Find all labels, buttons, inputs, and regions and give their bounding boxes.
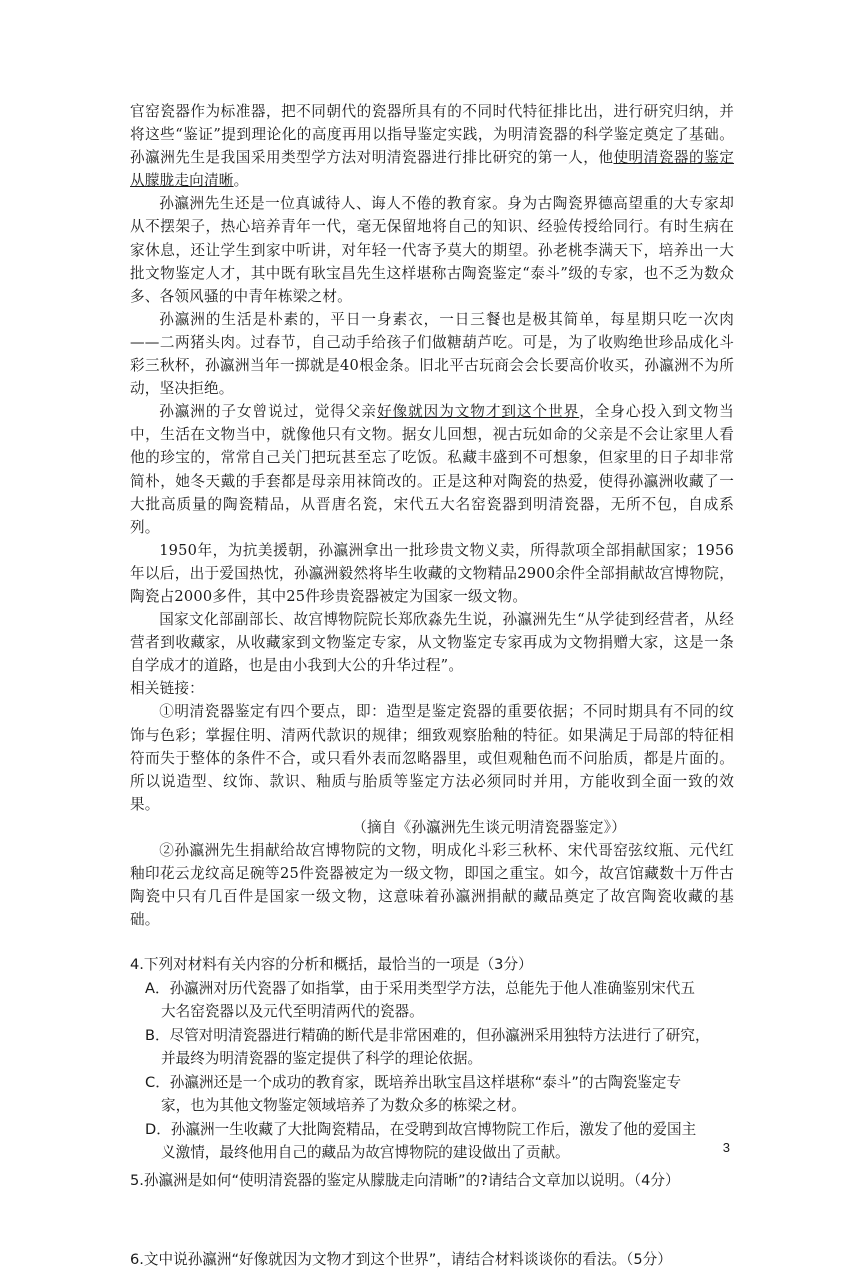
document-page xyxy=(130,100,734,1272)
related-link-2: ②孙瀛洲先生捐献给故宫博物院的文物，明成化斗彩三秋杯、宋代哥窑弦纹瓶、元代红釉印花云龙纹高足碗等25件瓷器被定为一级文物，即国之重宝。如今，故宫馆藏数十万件古陶瓷中只有几百件是国家一级文物，这意味着孙瀛洲捐献的藏品奠定了故宫陶瓷收藏的基础。 xyxy=(130,842,734,929)
option-b-line2: 并最终为明清瓷器的鉴定提供了科学的理论依据。 xyxy=(161,1050,483,1068)
option-a-line2: 大名窑瓷器以及元代至明清两代的瓷器。 xyxy=(161,1003,424,1021)
passage-paragraph-4 xyxy=(130,400,734,539)
option-b-line1: B．尽管对明清瓷器进行精确的断代是非常困难的，但孙瀛洲采用独特方法进行了研究， xyxy=(145,1026,710,1044)
question-4-option-c xyxy=(130,1071,734,1118)
passage-paragraph-3: 孙瀛洲的生活是朴素的，平日一身素衣，一日三餐也是极其简单，每星期只吃一次肉——二两猪头肉。过春节，自己动手给孩子们做糖葫芦吃。可是，为了收购绝世珍品成化斗彩三秋杯，孙瀛洲当年一掷就是40根金条。旧北平古玩商会会长要高价收买，孙瀛洲不为所动，坚决拒绝。 xyxy=(130,310,734,398)
para1-text-a: 官窑瓷器作为标准器，把不同朝代的瓷器所具有的不同时代特征排比出，进行研究归纳，并将这些“鉴证”提到理论化的高度再用以指导鉴定实践，为明清瓷器的科学鉴定奠定了基础。孙瀛洲先生是我国采用类型学方法对明清瓷器进行排比研究的第一人，他 xyxy=(130,103,734,167)
passage-paragraph-6: 国家文化部副部长、故宫博物院院长郑欣淼先生说，孙瀛洲先生“从学徒到经营者，从经营者到收藏家，从收藏家到文物鉴定专家，从文物鉴定专家再成为文物捐赠大家，这是一条自学成才的道路，也是由小我到大公的升华过程”。 xyxy=(130,611,734,675)
question-6: 6.文中说孙瀛洲“好像就因为文物才到这个世界”，请结合材料谈谈你的看法。（5分） xyxy=(130,1251,672,1269)
option-d-line2: 义激情，最终他用自己的藏品为故宫博物院的建设做出了贡献。 xyxy=(161,1144,570,1162)
option-c-line2: 家，也为其他文物鉴定领域培养了为数众多的栋梁之材。 xyxy=(161,1097,526,1115)
option-a-line1: A．孙瀛洲对历代瓷器了如指掌，由于采用类型学方法，总能先于他人准确鉴别宋代五 xyxy=(145,979,695,997)
para4-text-a: 孙瀛洲的子女曾说过，觉得父亲 xyxy=(159,403,377,421)
question-4-option-a xyxy=(130,977,734,1024)
page-number: 3 xyxy=(722,1140,730,1155)
passage-paragraph-1 xyxy=(130,100,734,192)
option-c-line1: C．孙瀛洲还是一个成功的教育家，既培养出耿宝昌这样堪称“泰斗”的古陶瓷鉴定专 xyxy=(145,1073,682,1091)
related-link-1: ①明清瓷器鉴定有四个要点，即：造型是鉴定瓷器的重要依据；不同时期具有不同的纹饰与色彩；掌握住明、清两代款识的规律；细致观察胎釉的特征。如果满足于局部的特征相符而失于整体的条件不合，或只看外表而忽略器里，或但观釉色而不问胎质，都是片面的。所以说造型、纹饰、款识、釉质与胎质等鉴定方法必须同时并用，方能收到全面一致的效果。 xyxy=(130,703,734,813)
para4-underlined-phrase: 好像就因为文物才到这个世界 xyxy=(376,403,580,421)
related-links-heading: 相关链接： xyxy=(130,680,204,698)
related-link-1-source: （摘自《孙瀛洲先生谈元明清瓷器鉴定》） xyxy=(352,818,626,836)
question-4-stem: 4.下列对材料有关内容的分析和概括，最恰当的一项是（3分） xyxy=(130,956,533,974)
option-d-line1: D．孙瀛洲一生收藏了大批陶瓷精品，在受聘到故宫博物院工作后，激发了他的爱国主 xyxy=(145,1120,697,1138)
para4-text-b: ，全身心投入到文物当中，生活在文物当中，就像他只有文物。据女儿回想，视古玩如命的父亲是不会让家里人看他的珍宝的，常常自己关门把玩甚至忘了吃饭。私藏丰盛到不可想象，但家里的日子却非常简朴，她冬天戴的手套都是母亲用袜筒改的。正是这种对陶瓷的热爱，使得孙瀛洲收藏了一大批高质量的陶瓷精品，从晋唐名瓷，宋代五大名窑瓷器到明清瓷器，无所不包，自成系列。 xyxy=(130,403,734,536)
question-4-option-d xyxy=(130,1118,734,1165)
passage-paragraph-5: 1950年，为抗美援朝，孙瀛洲拿出一批珍贵文物义卖，所得款项全部捐献国家；1956年以后，出于爱国热忱，孙瀛洲毅然将毕生收藏的文物精品2900余件全部捐献故宫博物院，陶瓷占2000多件，其中25件珍贵瓷器被定为国家一级文物。 xyxy=(130,541,734,605)
passage-paragraph-2: 孙瀛洲先生还是一位真诚待人、诲人不倦的教育家。身为古陶瓷界德高望重的大专家却从不摆架子，热心培养青年一代，毫无保留地将自己的知识、经验传授给同行。有时生病在家休息，还让学生到家中听讲，对年轻一代寄予莫大的期望。孙老桃李满天下，培养出一大批文物鉴定人才，其中既有耿宝昌先生这样堪称古陶瓷鉴定“泰斗”级的专家，也不乏为数众多、各领风骚的中青年栋梁之材。 xyxy=(130,195,734,305)
para1-text-b: 。 xyxy=(233,172,249,190)
section-gap xyxy=(130,931,734,953)
para1-underlined-phrase: 使明清瓷器的鉴定从朦胧走向清晰 xyxy=(130,149,735,190)
question-5: 5.孙瀛洲是如何“使明清瓷器的鉴定从朦胧走向清晰”的?请结合文章加以说明。（4分） xyxy=(130,1171,680,1189)
question-4-option-b xyxy=(130,1024,734,1071)
